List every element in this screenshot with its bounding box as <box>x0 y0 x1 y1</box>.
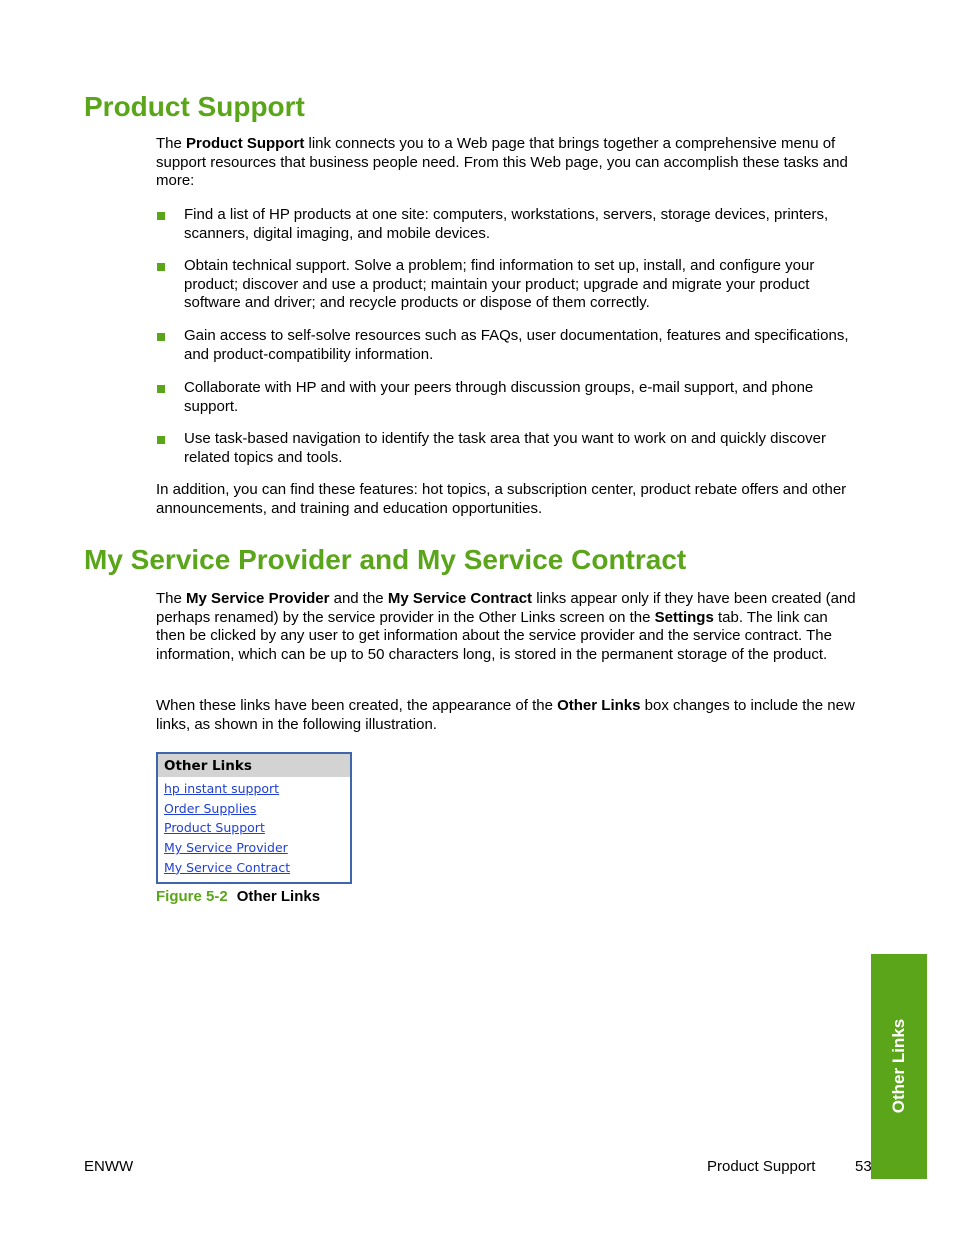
footer-section-name: Product Support <box>707 1158 816 1175</box>
other-links-paragraph: When these links have been created, the appearance of the Other Links box changes to include the new links, as shown in the following illustration. <box>156 697 855 733</box>
figure-number: Figure 5-2 <box>156 888 228 905</box>
bullet-item: Obtain technical support. Solve a problem; find information to set up, install, and configure your product; discover and use a product; maintain your product; upgrade and migrate your product software and driver; and recycle products or dispose of them correctly. <box>156 257 856 313</box>
section-title-service-provider: My Service Provider and My Service Contract <box>84 544 687 575</box>
bullet-item: Gain access to self-solve resources such as FAQs, user documentation, features and specifications, and product-compatibility information. <box>156 327 856 364</box>
other-links-box <box>156 752 352 884</box>
bullet-item: Use task-based navigation to identify the task area that you want to work on and quickly discover related topics and tools. <box>156 430 856 467</box>
chapter-side-tab <box>871 954 927 1179</box>
section-title-product-support: Product Support <box>84 91 305 122</box>
bullet-item: Find a list of HP products at one site: computers, workstations, servers, storage devices, printers, scanners, digital imaging, and mobile devices. <box>156 206 856 243</box>
product-support-closing: In addition, you can find these features: hot topics, a subscription center, product rebate offers and other announcements, and training and education opportunities. <box>156 481 847 517</box>
footer-page-number: 53 <box>855 1158 872 1175</box>
other-links-box-header: Other Links <box>158 754 350 777</box>
square-bullet-icon <box>157 436 165 444</box>
other-links-list <box>158 777 350 878</box>
link-product-support[interactable]: Product Support <box>164 820 265 836</box>
square-bullet-icon <box>157 333 165 341</box>
product-support-intro: The Product Support link connects you to a Web page that brings together a comprehensive menu of support resources that business people need. From this Web page, you can accomplish these tasks and more: <box>156 135 848 190</box>
square-bullet-icon <box>157 212 165 220</box>
link-my-service-provider[interactable]: My Service Provider <box>164 840 288 856</box>
figure-caption <box>156 888 320 905</box>
footer-left: ENWW <box>84 1158 134 1175</box>
figure-caption-text: Other Links <box>236 888 321 905</box>
link-order-supplies[interactable]: Order Supplies <box>164 800 257 816</box>
bullet-item: Collaborate with HP and with your peers through discussion groups, e-mail support, and phone support. <box>156 379 856 416</box>
square-bullet-icon <box>157 385 165 393</box>
link-hp-instant-support[interactable]: hp instant support <box>164 781 280 796</box>
link-my-service-contract[interactable]: My Service Contract <box>164 859 291 875</box>
square-bullet-icon <box>157 263 165 271</box>
side-tab-label: Other Links <box>889 1018 908 1114</box>
bold-product-support: Product Support <box>186 135 305 152</box>
service-provider-paragraph: The My Service Provider and the My Service Contract links appear only if they have been created (and perhaps renamed) by the service provider in the Other Links screen on the Settings tab. The link can then be clicked by any user to get information about the service provider and the service contract. The information, which can be up to 50 characters long, is stored in the permanent storage of the product. <box>156 590 856 664</box>
